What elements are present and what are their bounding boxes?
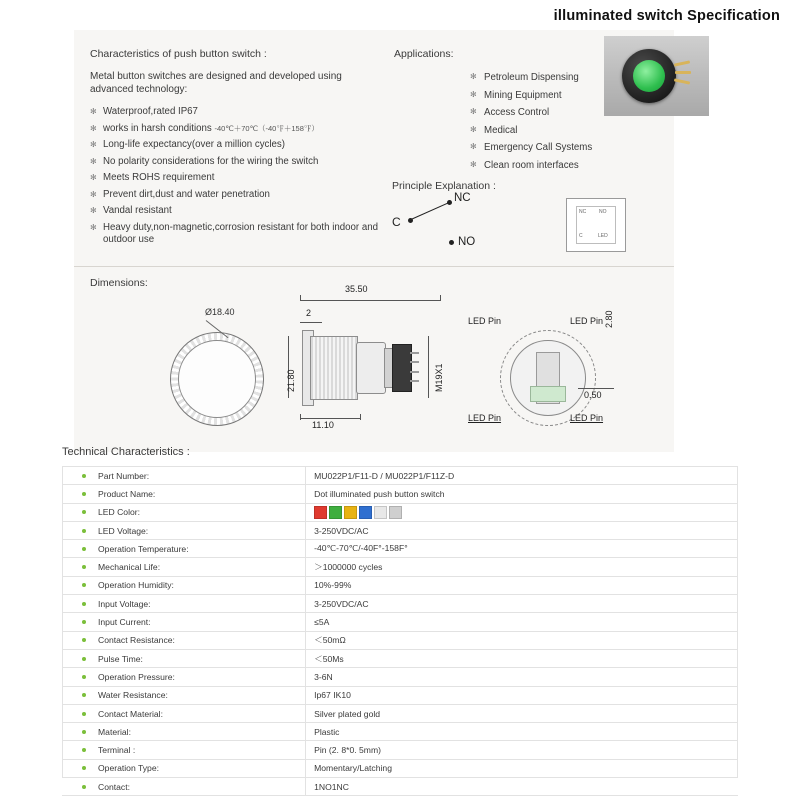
dim-pin-thickness-label: 0.50 bbox=[584, 390, 602, 400]
drawing-barrel bbox=[310, 336, 358, 400]
list-item bbox=[90, 172, 380, 184]
row-key: Operation Pressure: bbox=[62, 668, 306, 686]
list-item-label: Meets ROHS requirement bbox=[103, 172, 215, 183]
row-value: Silver plated gold bbox=[306, 704, 738, 722]
dim-pin-pitch-label: 2.80 bbox=[604, 310, 614, 328]
front-view-drawing bbox=[170, 332, 264, 426]
list-item-label: Heavy duty,non-magnetic,corrosion resistant for both indoor and outdoor use bbox=[103, 221, 378, 245]
table-row bbox=[62, 485, 738, 503]
led-color-swatch bbox=[389, 506, 402, 519]
list-item-label: Vandal resistant bbox=[103, 205, 172, 216]
list-item bbox=[90, 106, 380, 118]
row-value: 3-250VDC/AC bbox=[306, 595, 738, 613]
page-title: illuminated switch Specification bbox=[553, 8, 780, 24]
row-value: ≤5A bbox=[306, 613, 738, 631]
table-row bbox=[62, 540, 738, 558]
row-value: ＜50mΩ bbox=[306, 631, 738, 649]
row-value: 3-6N bbox=[306, 668, 738, 686]
table-row bbox=[62, 521, 738, 539]
row-key: Terminal : bbox=[62, 741, 306, 759]
table-row bbox=[62, 704, 738, 722]
list-item bbox=[470, 125, 594, 136]
dim-thread-label: M19X1 bbox=[434, 363, 444, 392]
row-value: Plastic bbox=[306, 723, 738, 741]
list-item-label: works in harsh conditions bbox=[103, 122, 212, 134]
schematic-c-label: C bbox=[579, 233, 583, 239]
row-value: Ip67 IK10 bbox=[306, 686, 738, 704]
row-value: MU022P1/F11-D / MU022P1/F11Z-D bbox=[306, 467, 738, 485]
table-row bbox=[62, 613, 738, 631]
list-item-label: Long-life expectancy(over a million cycles) bbox=[103, 139, 285, 150]
table-row bbox=[62, 741, 738, 759]
table-row bbox=[62, 576, 738, 594]
row-value: Dot illuminated push button switch bbox=[306, 485, 738, 503]
table-row bbox=[62, 649, 738, 667]
led-pin-label-top-right: LED Pin bbox=[570, 316, 604, 326]
row-key: Part Number: bbox=[62, 467, 306, 485]
row-value: ＜50Ms bbox=[306, 649, 738, 667]
led-color-swatch bbox=[359, 506, 372, 519]
list-item bbox=[470, 107, 594, 118]
led-pin-label-bottom-right: LED Pin bbox=[570, 413, 604, 423]
table-row bbox=[62, 631, 738, 649]
list-item-label: Medical bbox=[484, 124, 518, 136]
schematic-led-label: LED bbox=[598, 233, 608, 239]
row-key: Water Resistance: bbox=[62, 686, 306, 704]
row-key: Input Current: bbox=[62, 613, 306, 631]
dim-tick bbox=[440, 295, 441, 301]
list-item bbox=[90, 123, 380, 135]
schematic-nc-label: NC bbox=[579, 209, 587, 215]
list-item bbox=[90, 139, 380, 151]
rear-led-block bbox=[530, 386, 566, 402]
row-value: Pin (2. 8*0. 5mm) bbox=[306, 741, 738, 759]
row-value-led-colors bbox=[306, 503, 738, 521]
list-item bbox=[90, 189, 380, 201]
dim-line-total-length bbox=[300, 300, 440, 301]
wiring-schematic bbox=[566, 198, 626, 252]
applications-list bbox=[470, 72, 594, 171]
dim-line-gap bbox=[300, 322, 322, 323]
led-pin-label-top-left: LED Pin bbox=[468, 316, 502, 326]
row-value: ＞1000000 cycles bbox=[306, 558, 738, 576]
row-value: 1NO1NC bbox=[306, 778, 738, 796]
row-key: Operation Humidity: bbox=[62, 576, 306, 594]
dim-tick bbox=[300, 414, 301, 420]
dim-line-pin-thickness bbox=[578, 388, 614, 389]
dim-line-front-length bbox=[300, 418, 360, 419]
list-item-label: Clean room interfaces bbox=[484, 159, 579, 171]
row-key: LED Voltage: bbox=[62, 521, 306, 539]
applications-block bbox=[394, 48, 594, 177]
row-key: Contact: bbox=[62, 778, 306, 796]
rear-view-drawing bbox=[500, 330, 596, 426]
table-row bbox=[62, 686, 738, 704]
dimensions-heading: Dimensions: bbox=[90, 277, 148, 289]
row-key: Contact Resistance: bbox=[62, 631, 306, 649]
list-item bbox=[470, 90, 594, 101]
table-row bbox=[62, 759, 738, 777]
table-row bbox=[62, 558, 738, 576]
row-key: Operation Type: bbox=[62, 759, 306, 777]
list-item bbox=[470, 142, 594, 153]
characteristics-list bbox=[90, 106, 380, 246]
drawing-pin-block bbox=[392, 344, 412, 392]
led-pin-label-bottom-left: LED Pin bbox=[468, 413, 502, 423]
row-key: Pulse Time: bbox=[62, 649, 306, 667]
dim-height-label: 21.80 bbox=[286, 369, 296, 392]
product-photo bbox=[604, 36, 709, 116]
dim-front-length-label: 11.10 bbox=[312, 420, 334, 430]
row-key: LED Color: bbox=[62, 503, 306, 521]
temperature-note: -40℃＋70℃（-40℉＋158℉） bbox=[214, 123, 319, 133]
table-row bbox=[62, 668, 738, 686]
switch-knob-image bbox=[622, 49, 676, 103]
dim-tick bbox=[300, 295, 301, 301]
principle-heading: Principle Explanation : bbox=[392, 180, 496, 192]
dim-tick bbox=[360, 414, 361, 420]
table-row bbox=[62, 723, 738, 741]
list-item-label: Petroleum Dispensing bbox=[484, 72, 579, 83]
led-color-swatch bbox=[344, 506, 357, 519]
led-color-swatch bbox=[374, 506, 387, 519]
row-value: 3-250VDC/AC bbox=[306, 521, 738, 539]
principle-no-label: NO bbox=[458, 236, 476, 248]
list-item-label: Emergency Call Systems bbox=[484, 142, 593, 153]
dim-line-thread bbox=[428, 336, 429, 398]
list-item-label: Mining Equipment bbox=[484, 89, 562, 101]
principle-c-label: C bbox=[392, 215, 401, 229]
list-item-label: No polarity considerations for the wiring the switch bbox=[103, 155, 319, 167]
row-key: Input Voltage: bbox=[62, 595, 306, 613]
characteristics-block bbox=[90, 48, 380, 250]
principle-diagram bbox=[392, 178, 552, 258]
led-color-swatches bbox=[314, 506, 404, 519]
list-item bbox=[470, 72, 594, 83]
table-row bbox=[62, 595, 738, 613]
table-row bbox=[62, 467, 738, 485]
list-item-label: Prevent dirt,dust and water penetration bbox=[103, 188, 270, 200]
characteristics-heading: Characteristics of push button switch : bbox=[90, 48, 267, 60]
led-color-swatch bbox=[314, 506, 327, 519]
row-key: Mechanical Life: bbox=[62, 558, 306, 576]
list-item-label: Access Control bbox=[484, 107, 550, 118]
list-item bbox=[470, 160, 594, 171]
row-value: 10%-99% bbox=[306, 576, 738, 594]
specification-table bbox=[62, 466, 738, 796]
row-key: Contact Material: bbox=[62, 704, 306, 722]
row-key: Product Name: bbox=[62, 485, 306, 503]
drawing-body bbox=[356, 342, 386, 394]
list-item bbox=[90, 156, 380, 168]
principle-node-no bbox=[449, 240, 454, 245]
schematic-no-label: NO bbox=[599, 209, 607, 215]
table-row bbox=[62, 503, 738, 521]
dim-gap-label: 2 bbox=[306, 308, 312, 318]
row-key: Material: bbox=[62, 723, 306, 741]
row-value: -40℃-70℃/-40F°-158F° bbox=[306, 540, 738, 558]
dim-total-length-label: 35.50 bbox=[345, 284, 368, 294]
row-value: Momentary/Latching bbox=[306, 759, 738, 777]
characteristics-intro: Metal button switches are designed and developed using advanced technology: bbox=[90, 71, 342, 95]
principle-arm bbox=[411, 202, 450, 220]
table-row bbox=[62, 778, 738, 796]
ring-diameter-label: Ø18.40 bbox=[205, 307, 235, 317]
technical-characteristics-heading: Technical Characteristics : bbox=[62, 446, 190, 458]
principle-nc-label: NC bbox=[454, 192, 471, 204]
switch-pins-image bbox=[672, 62, 698, 88]
applications-heading: Applications: bbox=[394, 48, 454, 60]
list-item bbox=[90, 205, 380, 217]
row-key: Operation Temperature: bbox=[62, 540, 306, 558]
list-item bbox=[90, 222, 380, 246]
led-color-swatch bbox=[329, 506, 342, 519]
list-item-label: Waterproof,rated IP67 bbox=[103, 106, 198, 117]
